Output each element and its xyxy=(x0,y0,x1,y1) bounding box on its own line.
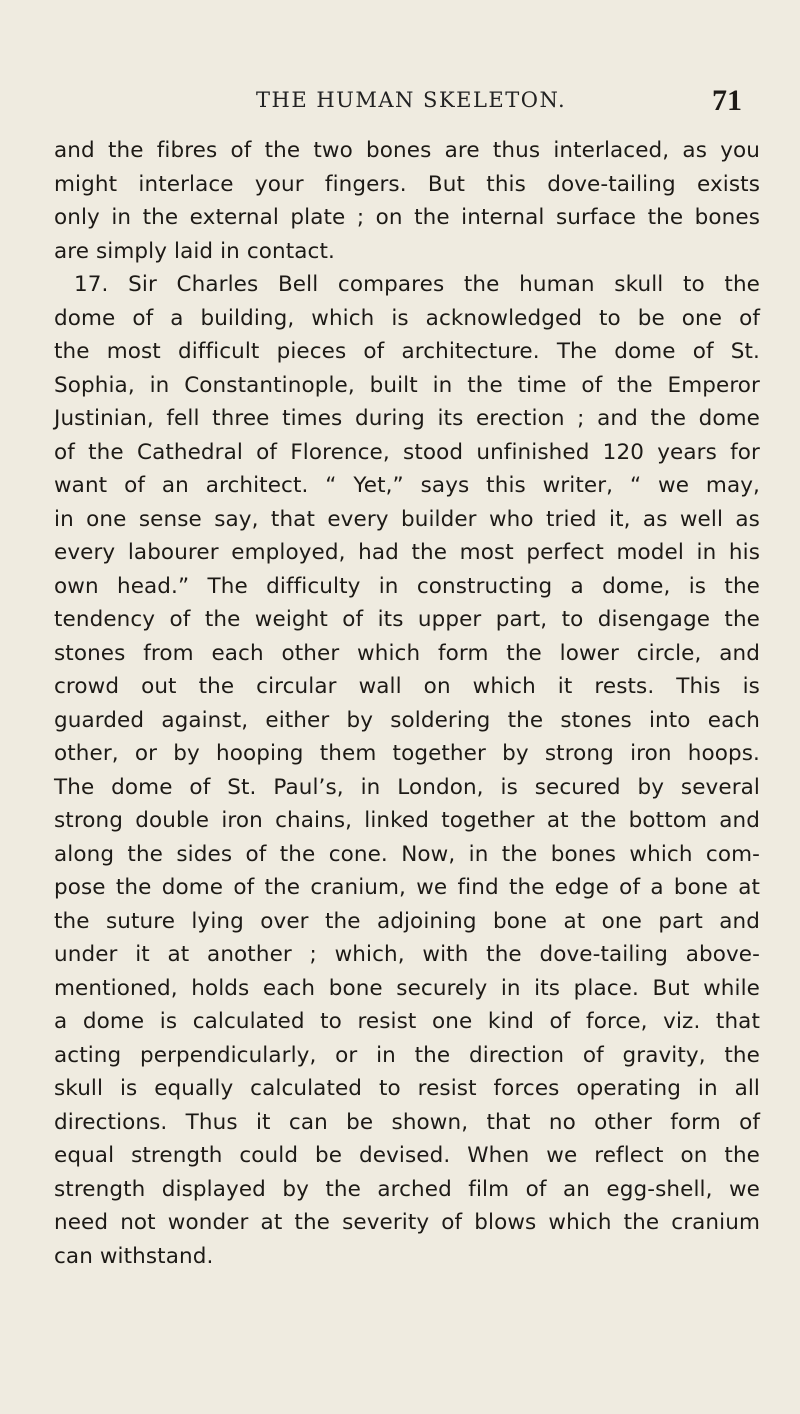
text-line: equal strength could be devised. When we reflect on the xyxy=(54,1143,760,1168)
text-line: a dome is calculated to resist one kind of force, viz. that xyxy=(54,1009,760,1034)
page-number: 71 xyxy=(712,84,742,117)
text-line: acting perpendicularly, or in the direction of gravity, the xyxy=(54,1042,760,1068)
text-line: other, or by hooping them together by strong iron hoops. xyxy=(54,741,760,766)
text-line: own head.” The difficulty in constructing a dome, is the xyxy=(54,573,760,599)
text-line: might interlace your fingers. But this dove-tailing exists xyxy=(54,171,760,197)
text-line: under it at another ; which, with the dove-tailing above- xyxy=(54,942,760,967)
body-text xyxy=(54,134,760,1273)
text-line: need not wonder at the severity of blows which the cranium xyxy=(54,1210,760,1235)
text-line: Justinian, fell three times during its erection ; and the dome xyxy=(54,406,760,431)
text-line: Sophia, in Constantinople, built in the time of the Emperor xyxy=(54,372,760,398)
text-line: The dome of St. Paul’s, in London, is secured by several xyxy=(54,774,760,800)
text-line: only in the external plate ; on the internal surface the bones xyxy=(54,205,760,230)
text-line: mentioned, holds each bone securely in its place. But while xyxy=(54,975,760,1001)
text-line: of the Cathedral of Florence, stood unfinished 120 years for xyxy=(54,439,760,465)
text-line: the most difficult pieces of architecture. The dome of St. xyxy=(54,339,760,364)
text-line: in one sense say, that every builder who tried it, as well as xyxy=(54,506,760,532)
text-line: tendency of the weight of its upper part, to disengage the xyxy=(54,607,760,632)
text-line: strength displayed by the arched film of an egg-shell, we xyxy=(54,1176,760,1202)
text-line: along the sides of the cone. Now, in the bones which com- xyxy=(54,841,760,867)
text-line: dome of a building, which is acknowledged to be one of xyxy=(54,305,760,331)
running-head: THE HUMAN SKELETON. xyxy=(256,88,567,112)
text-line: every labourer employed, had the most perfect model in his xyxy=(54,540,760,565)
text-line: stones from each other which form the lower circle, and xyxy=(54,640,760,666)
text-line: are simply laid in contact. xyxy=(54,238,335,264)
text-line: can withstand. xyxy=(54,1243,214,1269)
text-line: want of an architect. “ Yet,” says this writer, “ we may, xyxy=(54,473,760,498)
text-line: strong double iron chains, linked together at the bottom and xyxy=(54,808,760,833)
text-line: the suture lying over the adjoining bone at one part and xyxy=(54,908,760,934)
text-line: crowd out the circular wall on which it rests. This is xyxy=(54,674,760,699)
text-line: and the fibres of the two bones are thus interlaced, as you xyxy=(54,138,760,163)
text-line: directions. Thus it can be shown, that no other form of xyxy=(54,1109,760,1135)
text-line: skull is equally calculated to resist forces operating in all xyxy=(54,1076,760,1101)
text-line: 17. Sir Charles Bell compares the human skull to the xyxy=(74,272,760,297)
text-line: pose the dome of the cranium, we find the edge of a bone at xyxy=(54,875,760,900)
text-line: guarded against, either by soldering the stones into each xyxy=(54,707,760,733)
